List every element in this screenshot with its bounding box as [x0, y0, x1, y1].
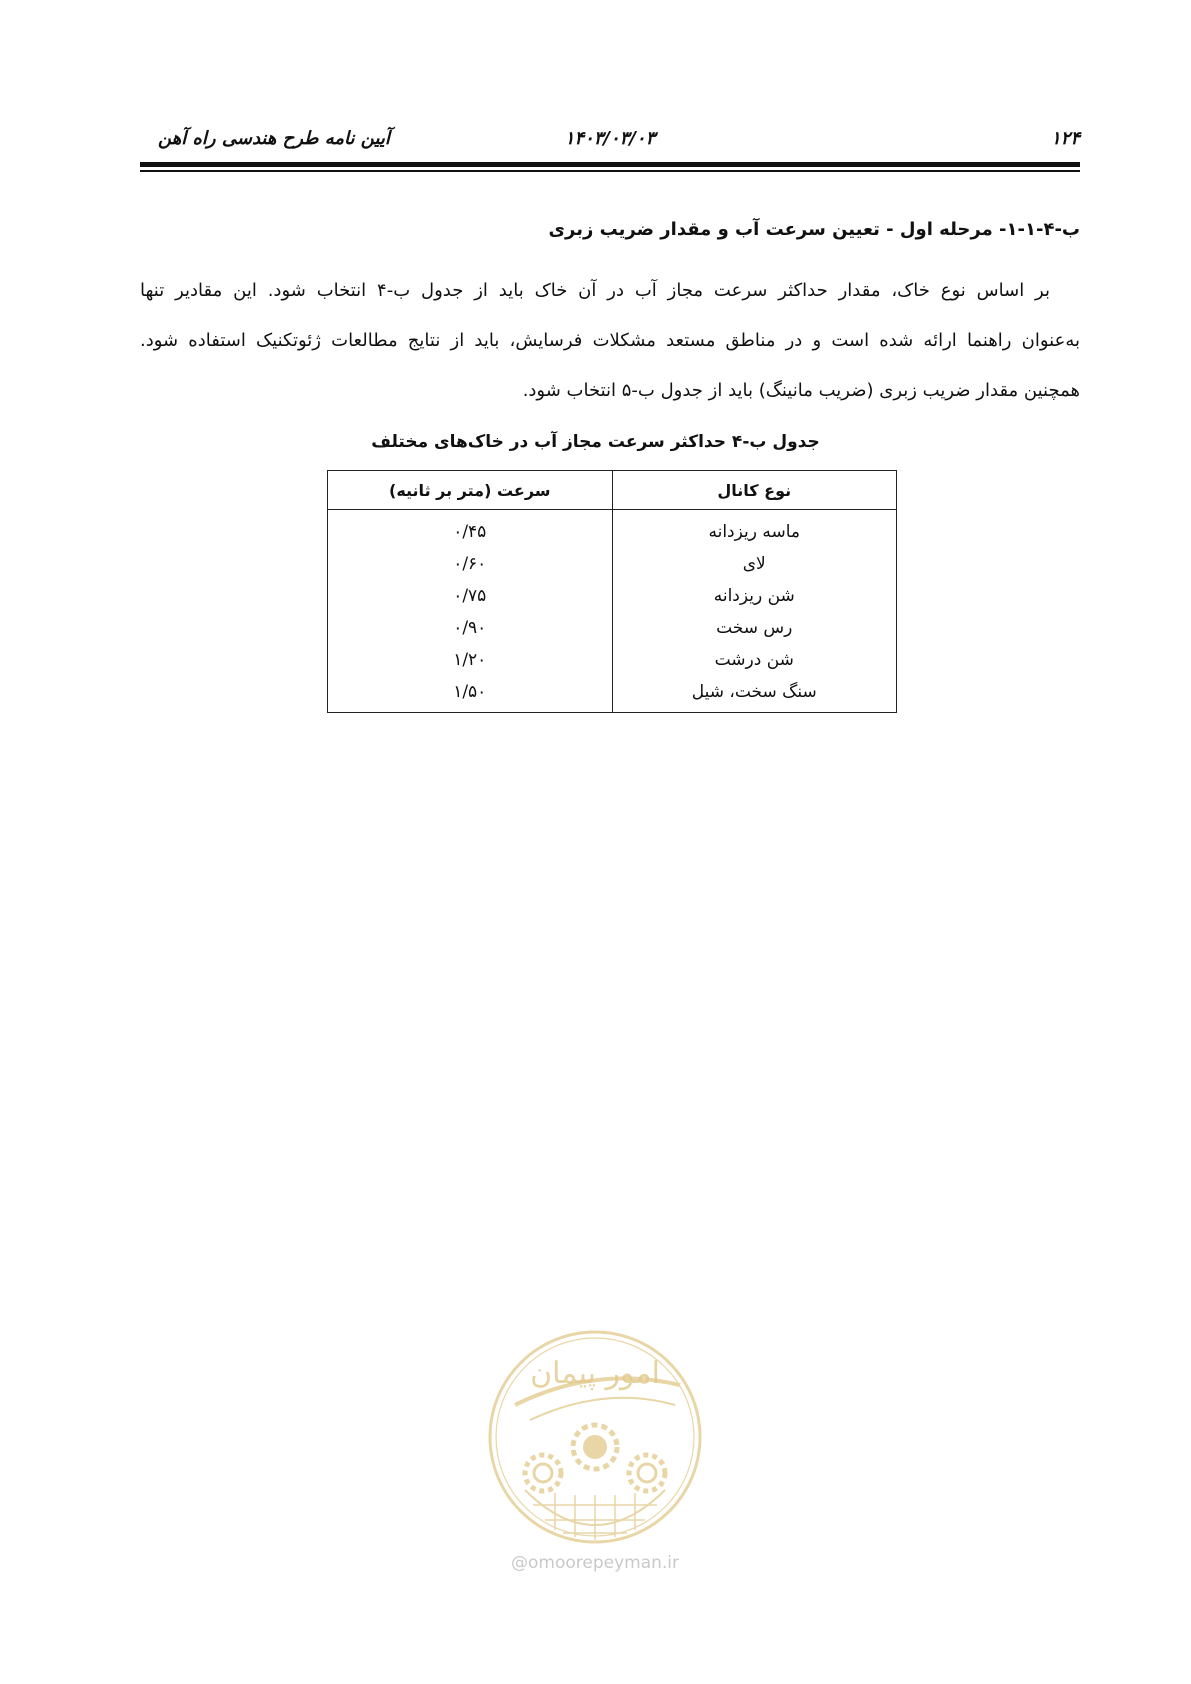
table-row	[328, 510, 897, 549]
cell-channel-type: رس سخت	[612, 612, 897, 644]
cell-velocity: ۰/۴۵	[328, 510, 613, 549]
page-header	[140, 128, 1080, 164]
watermark-logo-icon	[475, 1325, 715, 1550]
table-caption: جدول ب-۴ حداکثر سرعت مجاز آب در خاک‌های مختلف	[371, 432, 820, 452]
header-velocity: سرعت (متر بر ثانیه)	[328, 471, 613, 510]
header-rule-thick	[140, 162, 1080, 167]
table-header-row	[328, 471, 897, 510]
velocity-table	[327, 470, 897, 713]
table-row	[328, 676, 897, 713]
cell-channel-type: لای	[612, 548, 897, 580]
cell-velocity: ۱/۲۰	[328, 644, 613, 676]
paragraph-line: به‌عنوان راهنما ارائه شده است و در مناطق مستعد مشکلات فرسایش، باید از نتایج مطالعات ژئوتکنیک استفاده شود.	[140, 330, 1080, 351]
table-row	[328, 580, 897, 612]
watermark	[475, 1325, 715, 1585]
table-row	[328, 644, 897, 676]
cell-channel-type: ماسه ریزدانه	[612, 510, 897, 549]
table-row	[328, 548, 897, 580]
cell-channel-type: سنگ سخت، شیل	[612, 676, 897, 713]
cell-channel-type: شن ریزدانه	[612, 580, 897, 612]
watermark-logo-text: امور پیمان	[530, 1356, 660, 1391]
paragraph-line: همچنین مقدار ضریب زبری (ضریب مانینگ) باید از جدول ب-۵ انتخاب شود.	[522, 380, 1080, 401]
page-number: ۱۲۴	[1050, 128, 1080, 149]
cell-velocity: ۰/۷۵	[328, 580, 613, 612]
paragraph-line: بر اساس نوع خاک، مقدار حداکثر سرعت مجاز آب در آن خاک باید از جدول ب-۴ انتخاب شود. این مقادیر تنها	[140, 280, 1050, 301]
cell-channel-type: شن درشت	[612, 644, 897, 676]
header-rule-thin	[140, 170, 1080, 172]
watermark-domain: @omoorepeyman.ir	[510, 1553, 680, 1573]
document-title: آیین نامه طرح هندسی راه آهن	[158, 128, 390, 149]
cell-velocity: ۰/۶۰	[328, 548, 613, 580]
body-paragraph	[140, 266, 1080, 416]
header-date: ۱۴۰۳/۰۳/۰۳	[564, 128, 656, 149]
cell-velocity: ۱/۵۰	[328, 676, 613, 713]
section-heading: ب-۴-۱-۱- مرحله اول - تعیین سرعت آب و مقدار ضریب زبری	[548, 219, 1080, 240]
cell-velocity: ۰/۹۰	[328, 612, 613, 644]
table-row	[328, 612, 897, 644]
header-channel-type: نوع کانال	[612, 471, 897, 510]
